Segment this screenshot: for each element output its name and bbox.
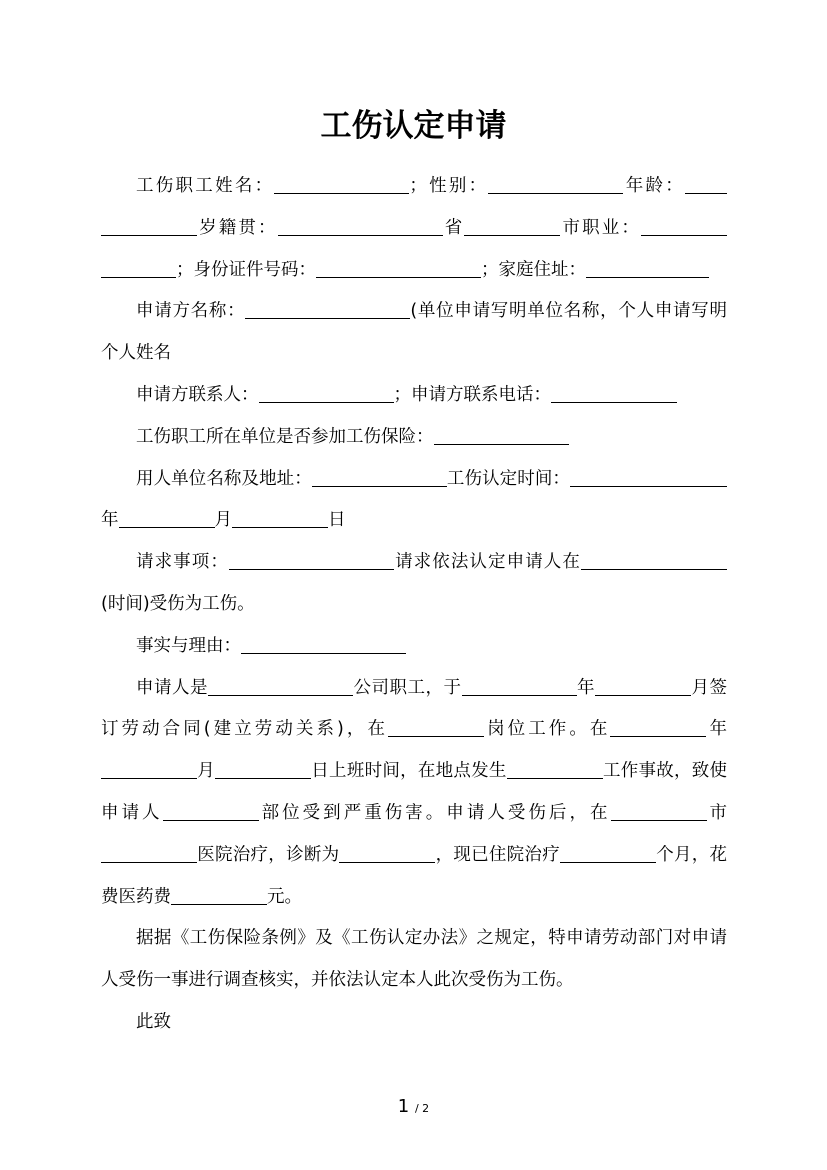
blank-line bbox=[581, 551, 709, 570]
paragraph-legal-basis bbox=[101, 918, 727, 1002]
text-segment: 此致 bbox=[136, 1011, 171, 1032]
blank-line bbox=[488, 175, 623, 194]
paragraph-applicant-name bbox=[101, 291, 727, 375]
blank-line bbox=[388, 718, 484, 737]
text-segment: 个月，花费医药费 bbox=[101, 844, 728, 907]
text-segment: 岗位工作。在 bbox=[484, 719, 611, 740]
blank-line bbox=[464, 216, 560, 235]
text-segment: 工作事故，致使申请人 bbox=[101, 761, 728, 823]
paragraph-facts bbox=[101, 626, 727, 668]
text-segment: 市职业： bbox=[560, 217, 641, 238]
blank-line bbox=[586, 258, 691, 277]
text-segment: ；性别： bbox=[409, 176, 489, 196]
text-segment: 用人单位名称及地址： bbox=[136, 468, 312, 489]
paragraph-request bbox=[101, 542, 727, 626]
text-segment: 年 bbox=[576, 677, 595, 698]
text-segment: 工伤职工所在单位是否参加工伤保险： bbox=[136, 426, 434, 447]
text-segment: 年龄： bbox=[623, 176, 686, 196]
text-segment: ；申请方联系电话： bbox=[393, 384, 551, 405]
text-segment: 月签订劳动合同(建立劳动关系)，在 bbox=[101, 677, 727, 740]
text-segment: 公司职工，于 bbox=[353, 677, 462, 698]
text-segment: 请求依法认定申请人在 bbox=[393, 552, 581, 573]
text-segment: 申请人是 bbox=[136, 677, 208, 698]
blank-line bbox=[245, 300, 410, 319]
blank-line bbox=[709, 551, 727, 570]
page-total: / 2 bbox=[414, 1102, 430, 1115]
blank-line bbox=[101, 258, 176, 277]
text-segment: 岁籍贯： bbox=[197, 217, 278, 238]
blank-line bbox=[278, 216, 443, 235]
blank-line bbox=[339, 843, 435, 862]
text-segment: 日上班时间，在地点发生 bbox=[311, 761, 507, 782]
paragraph-worker-info bbox=[101, 166, 727, 291]
page-number: 1 bbox=[397, 1096, 410, 1117]
text-segment: ，现已住院治疗 bbox=[435, 844, 560, 865]
blank-line bbox=[685, 175, 727, 194]
blank-line bbox=[101, 843, 197, 862]
text-segment: (单位申请写明单位名称，个人申请写明个人姓名 bbox=[101, 301, 728, 364]
text-segment: 年 bbox=[706, 719, 728, 740]
paragraph-applicant-contact bbox=[101, 375, 727, 417]
blank-line bbox=[119, 509, 215, 528]
blank-line bbox=[611, 802, 707, 821]
text-segment: 申请方名称： bbox=[136, 301, 246, 322]
page-footer bbox=[0, 1095, 827, 1121]
blank-line bbox=[208, 676, 353, 695]
blank-line bbox=[610, 718, 706, 737]
text-segment: 请求事项： bbox=[136, 552, 229, 573]
blank-line bbox=[163, 802, 259, 821]
text-segment: 据据《工伤保险条例》及《工伤认定办法》之规定，特申请劳动部门对申请人受伤一事进行调查核实，并依法认定本人此次受伤为工伤。 bbox=[101, 928, 727, 991]
text-segment: 工伤认定时间： bbox=[446, 468, 571, 489]
text-segment: ；身份证件号码： bbox=[176, 259, 316, 280]
blank-line bbox=[682, 467, 727, 486]
text-segment: 元。 bbox=[267, 886, 302, 907]
text-segment: 市 bbox=[706, 802, 728, 823]
blank-line bbox=[215, 760, 311, 779]
paragraph-details bbox=[101, 668, 727, 919]
blank-line bbox=[595, 676, 691, 695]
blank-line bbox=[312, 467, 447, 486]
paragraph-insurance bbox=[101, 417, 727, 459]
text-segment: 省 bbox=[442, 217, 465, 238]
text-segment: 申请方联系人： bbox=[136, 384, 259, 405]
blank-line bbox=[462, 676, 577, 695]
document-title: 工伤认定申请 bbox=[320, 108, 507, 144]
blank-line bbox=[101, 760, 197, 779]
text-segment: 年 bbox=[101, 510, 119, 531]
paragraph-employer bbox=[101, 459, 727, 543]
text-segment: ；家庭住址： bbox=[481, 259, 586, 280]
blank-line bbox=[241, 634, 406, 653]
text-segment: 月 bbox=[214, 510, 232, 531]
text-segment: 医院治疗，诊断为 bbox=[197, 844, 340, 865]
blank-line bbox=[232, 509, 328, 528]
blank-line bbox=[259, 384, 394, 403]
blank-line bbox=[434, 425, 569, 444]
text-segment: 月 bbox=[197, 761, 216, 782]
blank-line bbox=[101, 216, 197, 235]
text-segment: 部位受到严重伤害。申请人受伤后，在 bbox=[258, 802, 611, 823]
blank-line bbox=[570, 467, 682, 486]
document-body bbox=[101, 166, 727, 1044]
blank-line bbox=[229, 551, 394, 570]
blank-line bbox=[560, 843, 656, 862]
text-segment: 事实与理由： bbox=[136, 635, 241, 656]
paragraph-closing bbox=[101, 1002, 727, 1044]
blank-line bbox=[171, 885, 267, 904]
blank-line bbox=[641, 216, 727, 235]
blank-line bbox=[316, 258, 481, 277]
blank-line bbox=[507, 760, 603, 779]
blank-line bbox=[691, 258, 709, 277]
blank-line bbox=[274, 175, 409, 194]
blank-line bbox=[551, 384, 677, 403]
text-segment: 工伤职工姓名： bbox=[136, 176, 275, 196]
text-segment: 日 bbox=[328, 510, 346, 531]
text-segment: (时间)受伤为工伤。 bbox=[101, 593, 255, 614]
